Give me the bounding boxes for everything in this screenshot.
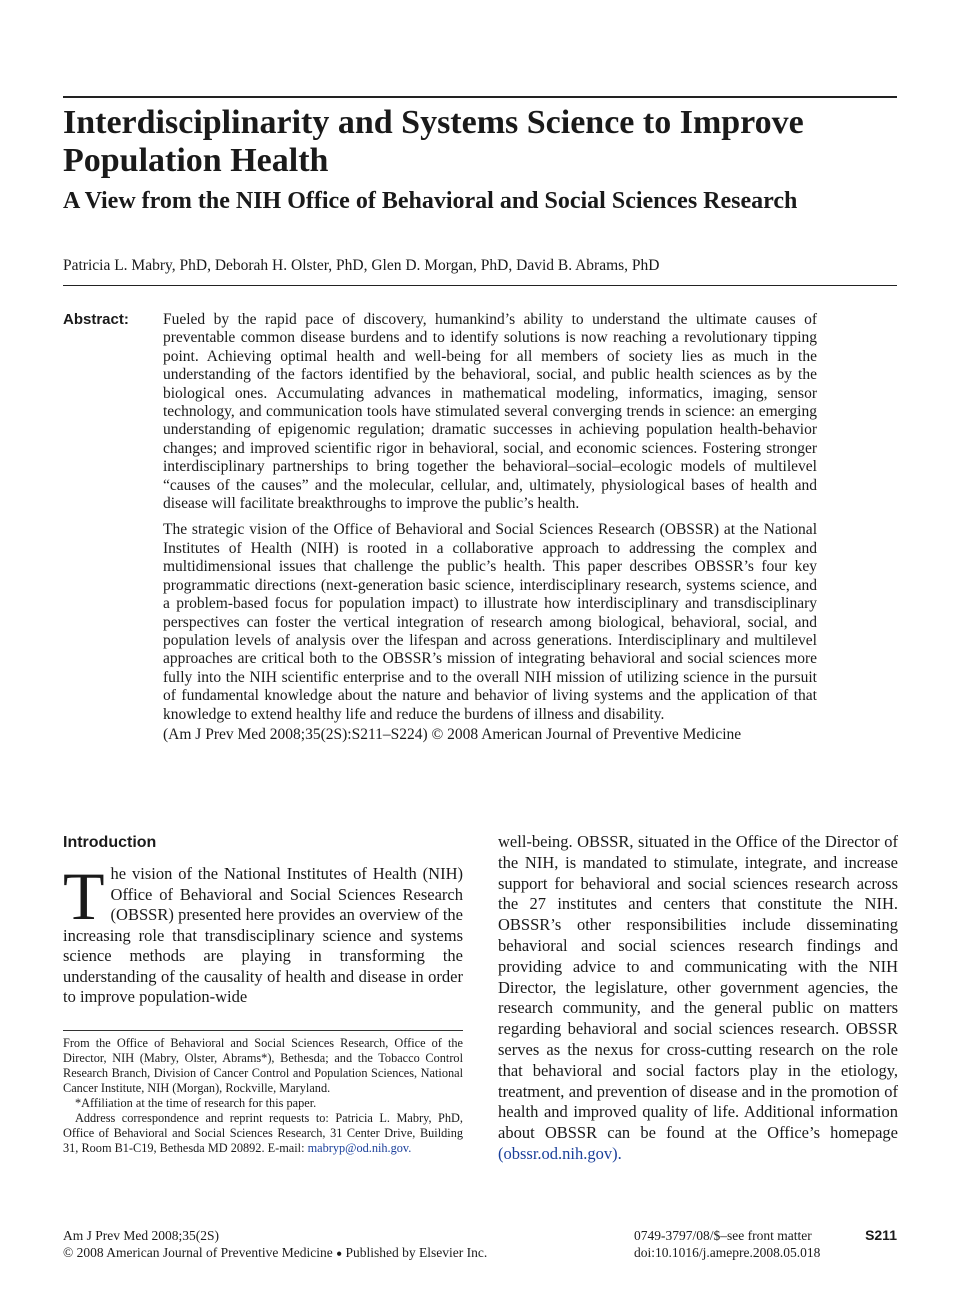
intro-left-text: he vision of the National Institutes of Health (NIH) Office of Behavioral and Social Sciences Research (OBSSR) presented here provides an overview of the increasing role that transdisciplinary science and systems science methods are playing in transforming the understanding of the causality of health and disease in order to improve population-wide xyxy=(63,864,463,1006)
footer-issn-line xyxy=(634,1227,897,1244)
footer-issn: 0749-3797/08/$–see front matter xyxy=(634,1228,812,1243)
page-number: S211 xyxy=(865,1227,897,1243)
affiliation-asterisk-note: *Affiliation at the time of research for this paper. xyxy=(75,1096,317,1110)
abstract-paragraph-1: Fueled by the rapid pace of discovery, humankind’s ability to understand the ultimate causes of preventable common disease burdens and to identify solutions is now reaching a revolutionary tipping point. Achieving optimal health and well-being for all members of society lies as much in the understanding of the factors identified by the behavioral, social, and public health sciences as by the biological ones. Accumulating advances in mathematical modeling, informatics, imaging, sensor technology, and communication tools have stimulated several converging trends in science: an emerging understanding of epigenomic regulation; dramatic successes in achieving population health-behavior changes; and improved scientific rigor in behavioral, social, and economic sciences. Fostering stronger interdisciplinary partnerships to bring together the behavioral–social–ecologic models of multilevel “causes of the causes” and the molecular, cellular, and, ultimately, physiological bases of health and disease will facilitate breakthroughs to improve the public’s health. xyxy=(163,311,817,513)
footnote-rule xyxy=(63,1030,463,1031)
article-subtitle: A View from the NIH Office of Behavioral and Social Sciences Research xyxy=(63,188,798,214)
intro-left-paragraph xyxy=(63,858,463,1008)
abstract-citation: (Am J Prev Med 2008;35(2S):S211–S224) © 2008 American Journal of Preventive Medicine xyxy=(163,725,742,743)
footer-publisher: Published by Elsevier Inc. xyxy=(345,1245,488,1260)
intro-right-text: well-being. OBSSR, situated in the Office of the Director of the NIH, is mandated to stimulate, integrate, and increase support for behavioral and social sciences research across the 27 institutes and centers that constitute the NIH. OBSSR’s other responsibilities include disseminating behavioral and social sciences research findings and providing advice to and communicating with the NIH Director, the legislature, other government agencies, the research community, and the general public on matters regarding behavioral and social sciences research. OBSSR serves as the nexus for cross-cutting research on the role that behavioral and social factors play in the etiology, treatment, and prevention of disease and in the promotion of health and improved quality of life. Additional information about OBSSR can be found at the Office’s homepage xyxy=(498,832,898,1143)
footnotes xyxy=(63,1036,463,1156)
footer-journal: Am J Prev Med 2008;35(2S) xyxy=(63,1228,219,1243)
homepage-link[interactable]: (obssr.od.nih.gov). xyxy=(498,1143,622,1163)
footer-doi: doi:10.1016/j.amepre.2008.05.018 xyxy=(634,1245,821,1260)
author-list: Patricia L. Mabry, PhD, Deborah H. Olster, PhD, Glen D. Morgan, PhD, David B. Abrams, PhD xyxy=(63,257,660,274)
abstract-paragraph-2: The strategic vision of the Office of Behavioral and Social Sciences Research (OBSSR) at the National Institutes of Health (NIH) is rooted in a collaborative approach to addressing the complex and multidimensional issues that challenge the public’s health. This paper describes OBSSR’s four key programmatic directions (next-generation basic science, interdisciplinary research, systems science, and a problem-based focus for population impact) to illustrate how interdisciplinary and transdisciplinary perspectives can foster the vertical integration of research among biological, behavioral, social, and population levels of analysis over the lifespan and across generations. Interdisciplinary and multilevel approaches are critical both to the OBSSR’s mission of integrating behavioral and social sciences more fully into the NIH scientific enterprise and to the overall NIH mission of utilizing science in the pursuit of fundamental knowledge about the nature and behavior of living systems and the application of that knowledge to extend healthy life and reduce the burdens of illness and disability. xyxy=(163,521,817,723)
bullet-icon: ● xyxy=(336,1248,343,1260)
drop-cap: T xyxy=(63,858,105,934)
correspondence-text: Address correspondence and reprint requests to: Patricia L. Mabry, PhD, Office of Behavioral and Social Sciences Research, 31 Center Drive, Building 31, Room B1-C19, Bethesda MD 20892. E-mail: xyxy=(63,1111,463,1155)
top-rule xyxy=(63,96,897,98)
left-column xyxy=(63,832,463,1008)
footer-copyright: © 2008 American Journal of Preventive Medicine xyxy=(63,1245,333,1260)
footer-left xyxy=(63,1227,487,1262)
footer-copyright-line xyxy=(63,1244,487,1262)
email-link[interactable]: mabryp@od.nih.gov. xyxy=(307,1141,412,1155)
footer-right xyxy=(634,1227,897,1261)
intro-right-paragraph xyxy=(498,832,898,1165)
correspondence-note xyxy=(63,1111,463,1156)
abstract-label: Abstract: xyxy=(63,311,129,328)
article-title: Interdisciplinarity and Systems Science to Improve Population Health xyxy=(63,104,804,179)
right-column xyxy=(498,832,898,1165)
abstract-body xyxy=(163,311,817,752)
header-rule xyxy=(63,285,897,286)
section-heading-introduction: Introduction xyxy=(63,834,157,851)
affiliation-note: From the Office of Behavioral and Social Sciences Research, Office of the Director, NIH (Mabry, Olster, Abrams*), Bethesda; and the Tobacco Control Research Branch, Division of Cancer Control and Population Sciences, National Cancer Institute, NIH (Morgan), Rockville, Maryland. xyxy=(63,1036,463,1095)
